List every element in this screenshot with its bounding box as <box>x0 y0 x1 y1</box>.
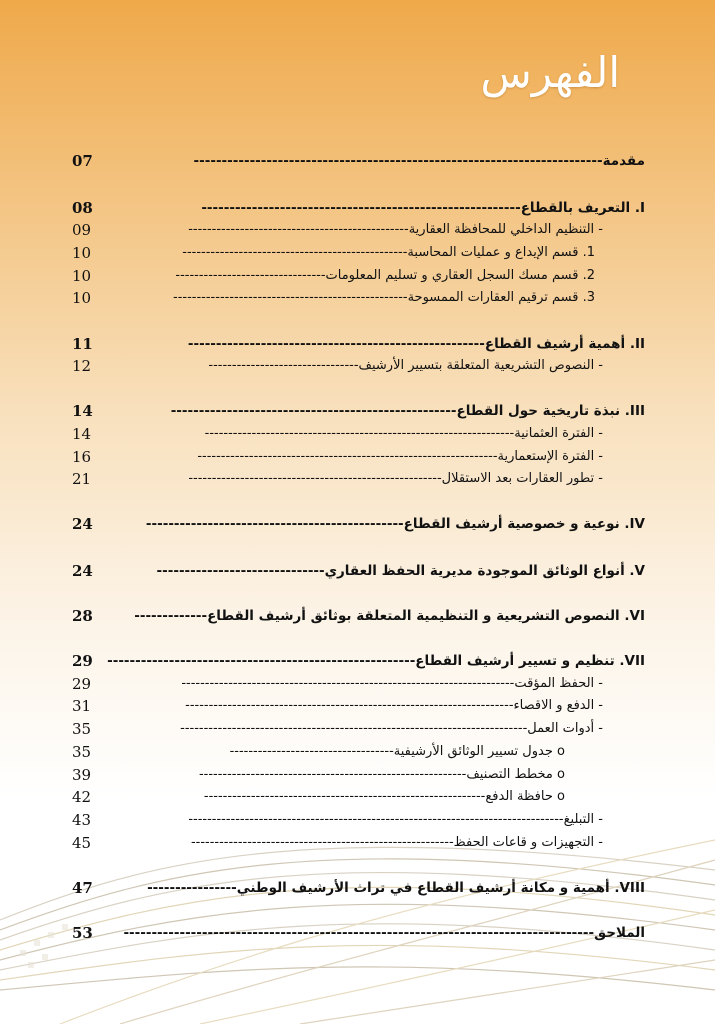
toc-entry-title: الملاحق <box>594 925 645 941</box>
toc-leader-dashes: ------------------------------------------------------------------------------------ <box>123 925 595 941</box>
toc-entry <box>0 242 715 264</box>
toc-entry-line <box>152 197 645 219</box>
toc-page-number: 45 <box>72 834 92 852</box>
toc-page-number: 10 <box>72 289 92 307</box>
toc-entry <box>0 423 715 445</box>
toc-leader-dashes: -------------------------------- <box>208 358 359 373</box>
toc-entry <box>0 786 715 808</box>
toc-leader-dashes: ------------------------------------------------------------------------- <box>193 153 603 169</box>
toc-entry-title: - النصوص التشريعية المتعلقة بتسيير الأرشيف <box>358 358 603 373</box>
toc-page-number: 10 <box>72 244 92 262</box>
toc-entry-line <box>165 446 603 468</box>
toc-leader-dashes: ------------------------------ <box>156 563 325 579</box>
toc-entry-line <box>147 877 645 899</box>
toc-entry <box>0 355 715 377</box>
toc-entry-title: 1. قسم الإيداع و عمليات المحاسبة <box>407 245 595 260</box>
toc-entry-line <box>107 650 645 672</box>
toc-leader-dashes: ----------------------------------------------------------------------- <box>181 676 515 691</box>
toc-entry-line <box>156 560 645 582</box>
toc-entry <box>0 468 715 490</box>
toc-entry-line <box>145 513 645 535</box>
toc-page-number: 12 <box>72 357 92 375</box>
toc-entry <box>0 400 715 422</box>
toc-entry-title: IV. نوعية و خصوصية أرشيف القطاع <box>403 516 645 532</box>
toc-entry-line <box>165 673 603 695</box>
toc-leader-dashes: ------------------------------------------------------------------ <box>204 426 515 441</box>
toc-entry <box>0 446 715 468</box>
toc-entry <box>0 877 715 899</box>
toc-leader-dashes: --------------------------------------------------- <box>170 403 457 419</box>
toc-entry-line <box>165 695 603 717</box>
toc-page-number: 09 <box>72 221 92 239</box>
toc-entry-title: - الدفع و الاقصاء <box>513 698 603 713</box>
toc-entry-title: VII. تنظيم و تسيير أرشيف القطاع <box>415 653 645 669</box>
toc-entry-title: - أدوات العمل <box>527 721 603 736</box>
toc-entry <box>0 650 715 672</box>
toc-page-number: 14 <box>72 425 92 443</box>
toc-page-number: 16 <box>72 448 92 466</box>
toc-leader-dashes: ------------- <box>134 608 208 624</box>
toc-entry <box>0 265 715 287</box>
toc-entry-title: - التجهيزات و قاعات الحفظ <box>453 835 603 850</box>
toc-page-number: 42 <box>72 788 92 806</box>
toc-entry <box>0 809 715 831</box>
toc-entry-line <box>160 219 603 241</box>
toc-leader-dashes: ----------------------------------- <box>229 744 394 759</box>
toc-leader-dashes: --------------------------------------------------------- <box>198 767 467 782</box>
toc-entry-line <box>165 764 565 786</box>
toc-leader-dashes: ----------------------------------------------- <box>188 222 409 237</box>
toc-leader-dashes: ------------------------------------------------------------ <box>203 789 486 804</box>
toc-page-number: 28 <box>72 607 93 625</box>
toc-entry-line <box>165 287 595 309</box>
toc-page-number: 43 <box>72 811 92 829</box>
toc-page-number: 29 <box>72 652 93 670</box>
toc-page-number: 31 <box>72 697 92 715</box>
toc-entry-title: 3. قسم ترقيم العقارات الممسوحة <box>407 290 595 305</box>
toc-page-number: 10 <box>72 267 92 285</box>
toc-page-number: 24 <box>72 562 93 580</box>
toc-entry-title: V. أنواع الوثائق الموجودة مديرية الحفظ العقاري <box>324 563 645 579</box>
toc-entry-line <box>167 355 603 377</box>
toc-entry <box>0 741 715 763</box>
toc-entry-line <box>160 265 595 287</box>
toc-leader-dashes: -------------------------------------------------------------------------- <box>180 721 528 736</box>
toc-entry-line <box>170 400 645 422</box>
toc-entry <box>0 513 715 535</box>
toc-entry-title: VI. النصوص التشريعية و التنظيمية المتعلقة بوثائق أرشيف القطاع <box>207 608 645 624</box>
toc-entry-line <box>165 832 603 854</box>
toc-entry-title: o حافظة الدفع <box>485 789 565 804</box>
toc-entry-line <box>167 468 603 490</box>
toc-entry-title: - تطور العقارات بعد الاستقلال <box>441 471 603 486</box>
toc-leader-dashes: -------------------------------------------------- <box>173 290 408 305</box>
toc-leader-dashes: -------------------------------------------------------- <box>190 835 454 850</box>
toc-entry <box>0 673 715 695</box>
toc-entry-line <box>165 741 565 763</box>
toc-entry <box>0 718 715 740</box>
toc-entry <box>0 605 715 627</box>
toc-leader-dashes: -------------------------------- <box>175 268 326 283</box>
toc-page-number: 11 <box>72 335 93 353</box>
toc-entry-title: 2. قسم مسك السجل العقاري و تسليم المعلومات <box>325 268 595 283</box>
toc-page-number: 35 <box>72 720 92 738</box>
toc-entry <box>0 832 715 854</box>
toc-entry <box>0 695 715 717</box>
toc-entry-title: - الفترة العثمانية <box>514 426 603 441</box>
toc-entry <box>0 150 715 172</box>
toc-entry-line <box>162 809 603 831</box>
toc-leader-dashes: --------------------------------------------------------- <box>201 200 521 216</box>
toc-page-number: 53 <box>72 924 93 942</box>
toc-page-number: 08 <box>72 199 93 217</box>
toc-entry-title: III. نبذة تاريخية حول القطاع <box>456 403 645 419</box>
toc-entry-line <box>150 150 645 172</box>
toc-entry-title: o جدول تسيير الوثائق الأرشيفية <box>393 744 565 759</box>
toc-entry <box>0 197 715 219</box>
toc-entry-title: - الحفظ المؤقت <box>514 676 603 691</box>
toc-page-number: 47 <box>72 879 93 897</box>
toc-entry-line <box>165 242 595 264</box>
toc-page-number: 29 <box>72 675 92 693</box>
toc-page-number: 07 <box>72 152 93 170</box>
toc-page-number: 35 <box>72 743 92 761</box>
toc-entry <box>0 333 715 355</box>
toc-entry <box>0 560 715 582</box>
toc-entry-line <box>165 786 565 808</box>
toc-entry-line <box>123 922 645 944</box>
toc-entry-title: o مخطط التصنيف <box>466 767 565 782</box>
toc-leader-dashes: ---------------- <box>147 880 237 896</box>
toc-entry <box>0 287 715 309</box>
toc-leader-dashes: ----------------------------------------------------- <box>187 336 485 352</box>
toc-page-number: 21 <box>72 470 92 488</box>
toc-entry-line <box>165 718 603 740</box>
toc-entry-line <box>165 423 603 445</box>
toc-leader-dashes: ---------------------------------------------- <box>145 516 404 532</box>
toc-leader-dashes: -------------------------------------------------------------------------------- <box>188 812 564 827</box>
toc-page-number: 39 <box>72 766 92 784</box>
toc-entry-title: I. التعريف بالقطاع <box>520 200 645 216</box>
toc-entry-line <box>134 605 645 627</box>
toc-page-number: 24 <box>72 515 93 533</box>
toc-entry <box>0 764 715 786</box>
toc-leader-dashes: ---------------------------------------------------------------- <box>197 449 498 464</box>
toc-entry-title: مقدمة <box>602 153 645 169</box>
toc-leader-dashes: ---------------------------------------------------------------------- <box>185 698 514 713</box>
toc-entry <box>0 922 715 944</box>
toc-leader-dashes: ------------------------------------------------------ <box>188 471 442 486</box>
toc-entry-line <box>165 333 645 355</box>
toc-leader-dashes: ------------------------------------------------------- <box>107 653 416 669</box>
toc-page-number: 14 <box>72 402 93 420</box>
toc-entry-title: II. أهمية أرشيف القطاع <box>484 336 645 352</box>
toc-entry-title: VIII. أهمية و مكانة أرشيف القطاع في تراث الأرشيف الوطني <box>236 880 645 896</box>
toc-entry-title: - الفترة الإستعمارية <box>497 449 603 464</box>
toc-leader-dashes: ------------------------------------------------ <box>182 245 408 260</box>
toc-entry <box>0 219 715 241</box>
page-title: الفهرس <box>480 48 620 97</box>
toc-entry-title: - التنظيم الداخلي للمحافظة العقارية <box>408 222 603 237</box>
toc-entry-title: - التبليغ <box>563 812 603 827</box>
